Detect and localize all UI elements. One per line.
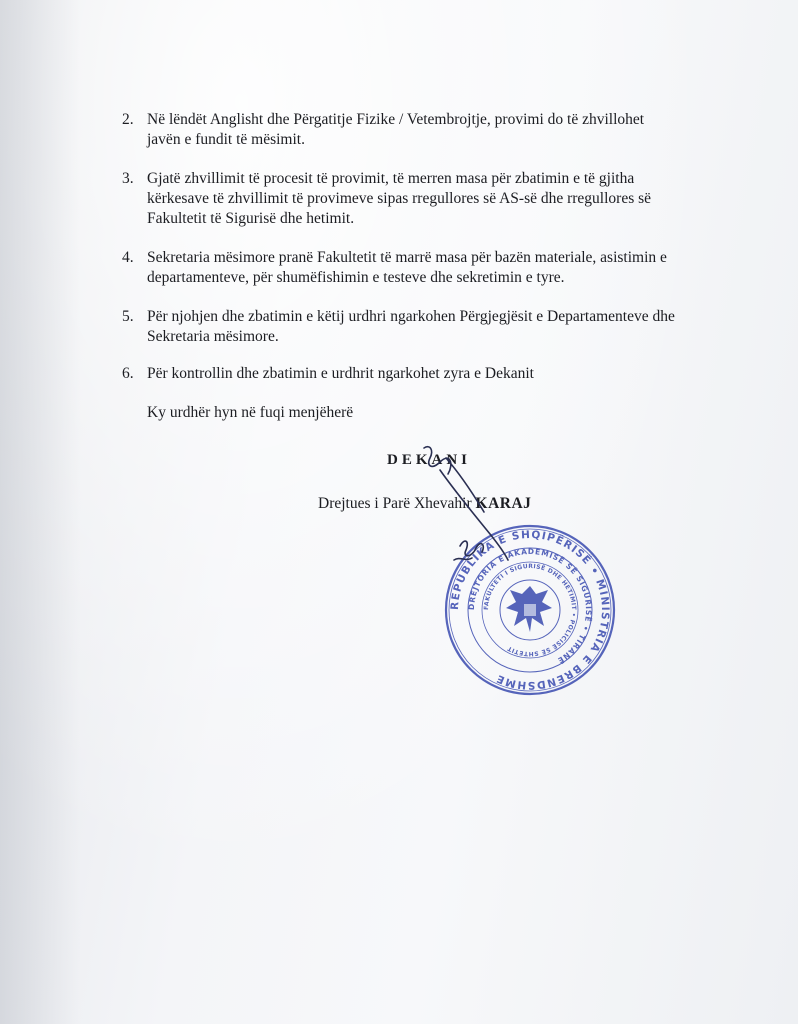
item-line: Për kontrollin dhe zbatimin e urdhrit ngarkohet zyra e Dekanit	[147, 365, 534, 382]
item-line: Sekretaria mësimore pranë Fakultetit të marrë masa për bazën materiale, asistimin e	[147, 249, 667, 266]
item-line: Gjatë zhvillimit të procesit të provimit, të merren masa për zbatimin e të gjitha	[147, 170, 635, 187]
closing-statement: Ky urdhër hyn në fuqi menjëherë	[147, 404, 354, 421]
handwritten-signature	[410, 440, 530, 590]
item-line: Sekretaria mësimore.	[147, 328, 279, 345]
item-line: kërkesave të zhvillimit të provimeve sipas rregullores së AS-së dhe rregullores së	[147, 190, 652, 207]
item-line: Për njohjen dhe zbatimin e këtij urdhri ngarkohen Përgjegjësit e Departamenteve dhe	[147, 308, 675, 325]
item-number: 2.	[122, 111, 134, 128]
stamp-inner-text: FAKULTETI I SIGURISË DHE HETIMIT • POLICISË SË SHTETIT	[482, 562, 578, 658]
item-number: 3.	[122, 170, 134, 187]
order-list	[122, 110, 712, 423]
item-number: 4.	[122, 249, 134, 266]
list-item	[122, 307, 712, 347]
item-line: Fakultetit të Sigurisë dhe hetimit.	[147, 210, 355, 227]
item-line: Në lëndët Anglisht dhe Përgatitje Fizike / Vetembrojtje, provimi do të zhvillohet	[147, 111, 645, 128]
list-item	[122, 248, 712, 288]
list-item	[122, 364, 712, 384]
page-shadow	[0, 0, 80, 1024]
stamp-outer-text: REPUBLIKA E SHQIPËRISË • MINISTRIA E BRENDSHME	[448, 528, 612, 692]
list-item	[122, 110, 712, 150]
stamp-middle-text: DREJTORIA E AKADEMISË SË SIGURISË • TIRANË	[466, 546, 594, 666]
list-item	[122, 169, 712, 229]
signatory-rank-and-first-name: Drejtues i Parë Xhevahir	[318, 495, 472, 512]
item-line: javën e fundit të mësimit.	[147, 131, 305, 148]
eagle-emblem-icon	[506, 586, 552, 632]
item-line: departamenteve, për shumëfishimin e testeve dhe sekretimin e tyre.	[147, 269, 565, 286]
signatory-surname: KARAJ	[475, 495, 532, 512]
item-number: 6.	[122, 365, 134, 382]
signatory-title: DEKANI	[387, 452, 472, 468]
item-number: 5.	[122, 308, 134, 325]
